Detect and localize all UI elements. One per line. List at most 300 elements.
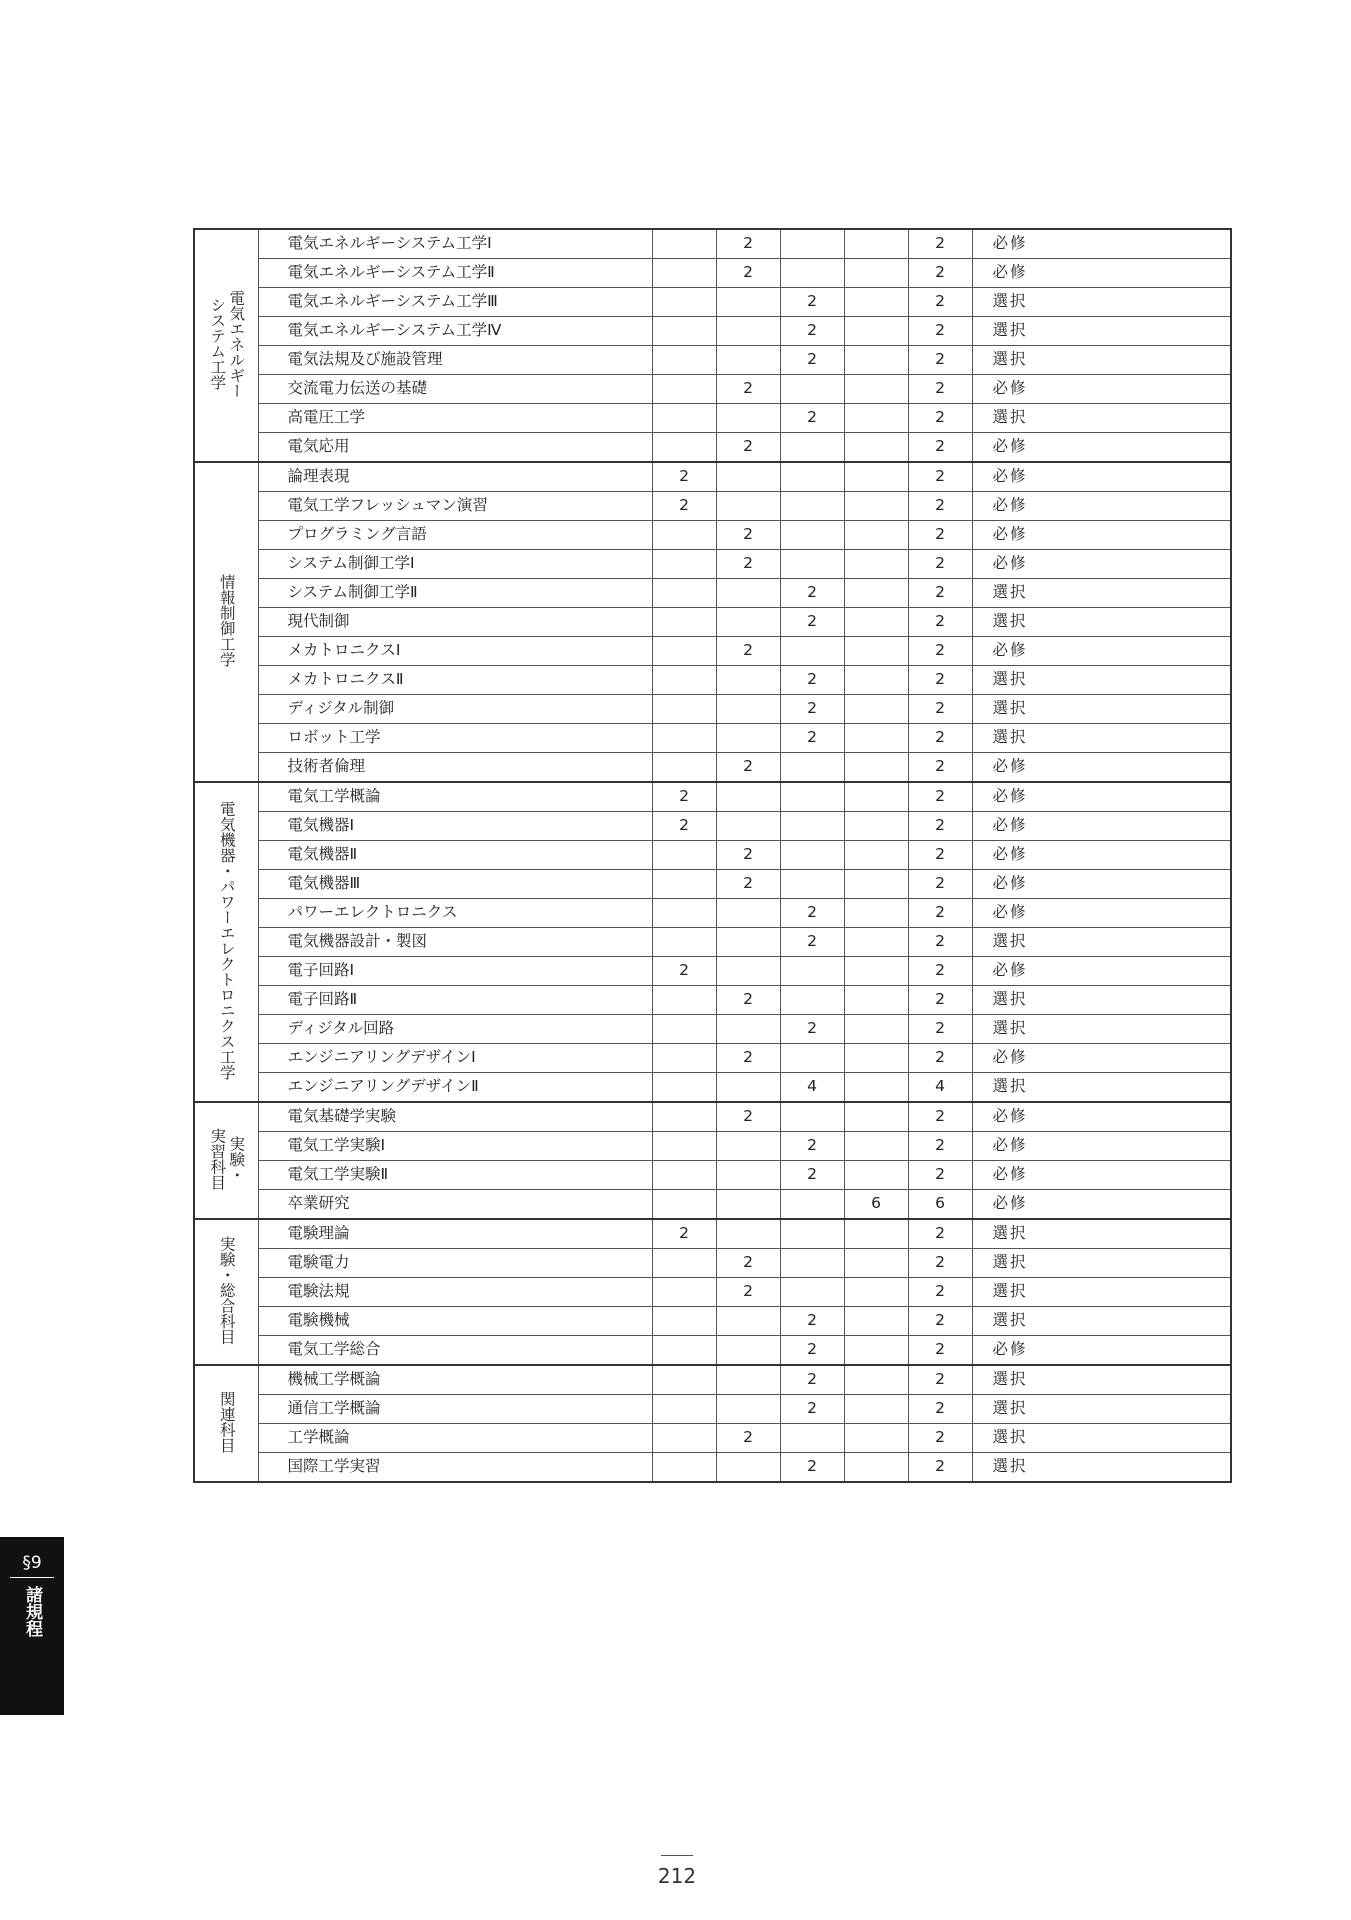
- group-label-line: 実験・: [227, 1135, 246, 1182]
- group-label-line: システム工学: [208, 297, 227, 391]
- group-label-line: 電気機器・パワーエレクトロニクス工学: [217, 800, 236, 1080]
- year-credit-cell: [844, 1365, 908, 1395]
- table-row: [194, 841, 1231, 870]
- year-credit-cell: [844, 637, 908, 666]
- course-name: ロボット工学: [258, 724, 652, 753]
- requirement-type: 必修: [972, 521, 1231, 550]
- year-credit-cell: [716, 1365, 780, 1395]
- table-row: [194, 492, 1231, 521]
- year-credit-cell: 2: [780, 724, 844, 753]
- course-name: 電子回路Ⅱ: [258, 986, 652, 1015]
- year-credit-cell: [844, 1015, 908, 1044]
- credits-cell: 2: [908, 1044, 972, 1073]
- year-credit-cell: [844, 1073, 908, 1103]
- year-credit-cell: [716, 695, 780, 724]
- year-credit-cell: 2: [716, 1102, 780, 1132]
- table-row: [194, 521, 1231, 550]
- course-name: 電気工学実験Ⅱ: [258, 1161, 652, 1190]
- year-credit-cell: [652, 1073, 716, 1103]
- year-credit-cell: [652, 1453, 716, 1483]
- credits-cell: 2: [908, 695, 972, 724]
- credits-cell: 2: [908, 1424, 972, 1453]
- course-name: ディジタル制御: [258, 695, 652, 724]
- table-row: [194, 550, 1231, 579]
- course-name: 電験電力: [258, 1249, 652, 1278]
- year-credit-cell: [652, 550, 716, 579]
- year-credit-cell: [652, 1249, 716, 1278]
- credits-cell: 2: [908, 521, 972, 550]
- requirement-type: 選択: [972, 1307, 1231, 1336]
- course-name: 電気機器Ⅲ: [258, 870, 652, 899]
- course-name: 電気工学総合: [258, 1336, 652, 1366]
- credits-cell: 2: [908, 841, 972, 870]
- year-credit-cell: [844, 550, 908, 579]
- credits-cell: 2: [908, 404, 972, 433]
- table-row: [194, 346, 1231, 375]
- year-credit-cell: 2: [780, 695, 844, 724]
- requirement-type: 必修: [972, 1161, 1231, 1190]
- year-credit-cell: [716, 1219, 780, 1249]
- year-credit-cell: [844, 986, 908, 1015]
- year-credit-cell: [780, 1190, 844, 1220]
- year-credit-cell: 2: [652, 782, 716, 812]
- year-credit-cell: [844, 957, 908, 986]
- course-name: 電気工学フレッシュマン演習: [258, 492, 652, 521]
- table-row: [194, 1219, 1231, 1249]
- course-name: メカトロニクスⅠ: [258, 637, 652, 666]
- course-name: 電気基礎学実験: [258, 1102, 652, 1132]
- year-credit-cell: [780, 1219, 844, 1249]
- year-credit-cell: [716, 579, 780, 608]
- year-credit-cell: 2: [780, 1015, 844, 1044]
- credits-cell: 2: [908, 1336, 972, 1366]
- year-credit-cell: [716, 899, 780, 928]
- year-credit-cell: 2: [780, 899, 844, 928]
- year-credit-cell: [652, 666, 716, 695]
- requirement-type: 選択: [972, 1365, 1231, 1395]
- year-credit-cell: [652, 433, 716, 463]
- year-credit-cell: [844, 346, 908, 375]
- year-credit-cell: [844, 1307, 908, 1336]
- course-name: 機械工学概論: [258, 1365, 652, 1395]
- table-body: [194, 229, 1231, 1482]
- year-credit-cell: 2: [716, 1424, 780, 1453]
- year-credit-cell: [844, 1219, 908, 1249]
- credits-cell: 2: [908, 1161, 972, 1190]
- requirement-type: 必修: [972, 841, 1231, 870]
- table-row: [194, 957, 1231, 986]
- course-name: 国際工学実習: [258, 1453, 652, 1483]
- credits-cell: 2: [908, 1132, 972, 1161]
- year-credit-cell: [652, 1395, 716, 1424]
- year-credit-cell: [716, 346, 780, 375]
- course-name: エンジニアリングデザインⅠ: [258, 1044, 652, 1073]
- group-label-line: 実験・総合科目: [217, 1236, 236, 1345]
- year-credit-cell: [652, 1365, 716, 1395]
- year-credit-cell: [716, 492, 780, 521]
- course-name: 電気エネルギーシステム工学Ⅱ: [258, 259, 652, 288]
- year-credit-cell: [780, 375, 844, 404]
- page-number-rule: [661, 1855, 693, 1856]
- year-credit-cell: [844, 404, 908, 433]
- course-name: エンジニアリングデザインⅡ: [258, 1073, 652, 1103]
- year-credit-cell: [780, 462, 844, 492]
- year-credit-cell: [780, 870, 844, 899]
- group-label-line: 実習科目: [208, 1127, 227, 1190]
- year-credit-cell: [780, 812, 844, 841]
- year-credit-cell: [652, 899, 716, 928]
- course-name: 技術者倫理: [258, 753, 652, 783]
- year-credit-cell: [652, 229, 716, 259]
- year-credit-cell: [844, 317, 908, 346]
- requirement-type: 必修: [972, 870, 1231, 899]
- table-row: [194, 986, 1231, 1015]
- year-credit-cell: [652, 346, 716, 375]
- credits-cell: 2: [908, 608, 972, 637]
- table-row: [194, 462, 1231, 492]
- requirement-type: 選択: [972, 695, 1231, 724]
- requirement-type: 選択: [972, 608, 1231, 637]
- course-name: 高電圧工学: [258, 404, 652, 433]
- year-credit-cell: 2: [780, 666, 844, 695]
- credits-cell: 2: [908, 259, 972, 288]
- year-credit-cell: [716, 404, 780, 433]
- year-credit-cell: [844, 724, 908, 753]
- year-credit-cell: [652, 1161, 716, 1190]
- course-name: 交流電力伝送の基礎: [258, 375, 652, 404]
- year-credit-cell: [844, 492, 908, 521]
- requirement-type: 必修: [972, 637, 1231, 666]
- year-credit-cell: [844, 870, 908, 899]
- course-name: 電気エネルギーシステム工学Ⅳ: [258, 317, 652, 346]
- credits-cell: 2: [908, 812, 972, 841]
- year-credit-cell: [780, 433, 844, 463]
- requirement-type: 必修: [972, 812, 1231, 841]
- table-row: [194, 899, 1231, 928]
- year-credit-cell: 2: [716, 229, 780, 259]
- course-name: 電気機器設計・製図: [258, 928, 652, 957]
- table-row: [194, 812, 1231, 841]
- year-credit-cell: 2: [716, 986, 780, 1015]
- year-credit-cell: 2: [780, 1132, 844, 1161]
- table-row: [194, 782, 1231, 812]
- year-credit-cell: [652, 1132, 716, 1161]
- course-name: 電気工学実験Ⅰ: [258, 1132, 652, 1161]
- year-credit-cell: [716, 724, 780, 753]
- year-credit-cell: [652, 1307, 716, 1336]
- course-name: 通信工学概論: [258, 1395, 652, 1424]
- requirement-type: 必修: [972, 782, 1231, 812]
- year-credit-cell: [780, 841, 844, 870]
- group-label-line: 情報制御工学: [217, 573, 236, 667]
- year-credit-cell: [716, 1395, 780, 1424]
- table-row: [194, 375, 1231, 404]
- year-credit-cell: [716, 288, 780, 317]
- year-credit-cell: 2: [780, 928, 844, 957]
- year-credit-cell: [844, 1278, 908, 1307]
- year-credit-cell: 6: [844, 1190, 908, 1220]
- credits-cell: 2: [908, 346, 972, 375]
- year-credit-cell: [844, 1161, 908, 1190]
- course-name: 電気エネルギーシステム工学Ⅰ: [258, 229, 652, 259]
- year-credit-cell: 2: [780, 1395, 844, 1424]
- year-credit-cell: [652, 288, 716, 317]
- year-credit-cell: [652, 695, 716, 724]
- year-credit-cell: 2: [716, 550, 780, 579]
- year-credit-cell: [844, 1102, 908, 1132]
- year-credit-cell: 2: [780, 404, 844, 433]
- year-credit-cell: [652, 928, 716, 957]
- requirement-type: 選択: [972, 404, 1231, 433]
- credits-cell: 2: [908, 1278, 972, 1307]
- year-credit-cell: 2: [780, 608, 844, 637]
- table-row: [194, 1424, 1231, 1453]
- year-credit-cell: 2: [716, 259, 780, 288]
- table-row: [194, 928, 1231, 957]
- requirement-type: 必修: [972, 1190, 1231, 1220]
- year-credit-cell: [652, 870, 716, 899]
- year-credit-cell: 2: [652, 462, 716, 492]
- year-credit-cell: [716, 666, 780, 695]
- year-credit-cell: 2: [780, 346, 844, 375]
- credits-cell: 2: [908, 1015, 972, 1044]
- course-name: 論理表現: [258, 462, 652, 492]
- credits-cell: 2: [908, 782, 972, 812]
- year-credit-cell: [652, 637, 716, 666]
- year-credit-cell: 2: [716, 637, 780, 666]
- section-tab: [0, 1537, 64, 1715]
- requirement-type: 必修: [972, 1132, 1231, 1161]
- year-credit-cell: [652, 317, 716, 346]
- requirement-type: 必修: [972, 433, 1231, 463]
- credits-cell: 2: [908, 753, 972, 783]
- year-credit-cell: [844, 1132, 908, 1161]
- table-row: [194, 1190, 1231, 1220]
- course-name: 電気機器Ⅱ: [258, 841, 652, 870]
- requirement-type: 選択: [972, 1249, 1231, 1278]
- year-credit-cell: [716, 1307, 780, 1336]
- credits-cell: 2: [908, 637, 972, 666]
- requirement-type: 選択: [972, 1395, 1231, 1424]
- requirement-type: 必修: [972, 462, 1231, 492]
- year-credit-cell: [844, 259, 908, 288]
- credits-cell: 2: [908, 1249, 972, 1278]
- requirement-type: 必修: [972, 492, 1231, 521]
- requirement-type: 選択: [972, 1278, 1231, 1307]
- page-number: 212: [657, 1864, 697, 1888]
- year-credit-cell: 2: [652, 492, 716, 521]
- table-row: [194, 1161, 1231, 1190]
- year-credit-cell: [844, 579, 908, 608]
- year-credit-cell: [780, 1102, 844, 1132]
- year-credit-cell: [716, 1336, 780, 1366]
- course-name: 電気法規及び施設管理: [258, 346, 652, 375]
- year-credit-cell: 2: [716, 753, 780, 783]
- course-name: 電気応用: [258, 433, 652, 463]
- group-label: [194, 782, 258, 1102]
- table-row: [194, 1102, 1231, 1132]
- group-label: [194, 1365, 258, 1482]
- year-credit-cell: [716, 1190, 780, 1220]
- group-label-line: 電気エネルギー: [227, 289, 246, 398]
- requirement-type: 選択: [972, 288, 1231, 317]
- credits-cell: 2: [908, 1219, 972, 1249]
- year-credit-cell: [652, 608, 716, 637]
- course-name: 電気工学概論: [258, 782, 652, 812]
- course-name: システム制御工学Ⅱ: [258, 579, 652, 608]
- year-credit-cell: [652, 724, 716, 753]
- year-credit-cell: [844, 695, 908, 724]
- year-credit-cell: [716, 1453, 780, 1483]
- year-credit-cell: [652, 1102, 716, 1132]
- year-credit-cell: 2: [780, 1307, 844, 1336]
- requirement-type: 選択: [972, 1453, 1231, 1483]
- requirement-type: 選択: [972, 928, 1231, 957]
- year-credit-cell: [716, 812, 780, 841]
- year-credit-cell: 2: [716, 433, 780, 463]
- year-credit-cell: [844, 666, 908, 695]
- requirement-type: 選択: [972, 1015, 1231, 1044]
- table-row: [194, 317, 1231, 346]
- course-name: ディジタル回路: [258, 1015, 652, 1044]
- year-credit-cell: [844, 812, 908, 841]
- table-row: [194, 404, 1231, 433]
- year-credit-cell: [652, 1336, 716, 1366]
- year-credit-cell: 2: [716, 375, 780, 404]
- year-credit-cell: [844, 1424, 908, 1453]
- requirement-type: 必修: [972, 1102, 1231, 1132]
- year-credit-cell: [652, 521, 716, 550]
- credits-cell: 2: [908, 1307, 972, 1336]
- requirement-type: 選択: [972, 986, 1231, 1015]
- table-row: [194, 1073, 1231, 1103]
- year-credit-cell: [780, 492, 844, 521]
- year-credit-cell: [780, 521, 844, 550]
- table-row: [194, 579, 1231, 608]
- table-row: [194, 1453, 1231, 1483]
- table-row: [194, 608, 1231, 637]
- year-credit-cell: [780, 1278, 844, 1307]
- credits-cell: 2: [908, 899, 972, 928]
- year-credit-cell: [652, 1278, 716, 1307]
- year-credit-cell: [844, 1395, 908, 1424]
- year-credit-cell: [780, 259, 844, 288]
- year-credit-cell: 2: [780, 1365, 844, 1395]
- credits-cell: 2: [908, 928, 972, 957]
- year-credit-cell: [652, 753, 716, 783]
- year-credit-cell: [844, 288, 908, 317]
- credits-cell: 2: [908, 288, 972, 317]
- year-credit-cell: [844, 433, 908, 463]
- table-row: [194, 666, 1231, 695]
- course-name: パワーエレクトロニクス: [258, 899, 652, 928]
- table-row: [194, 1132, 1231, 1161]
- credits-cell: 2: [908, 462, 972, 492]
- year-credit-cell: [844, 1249, 908, 1278]
- year-credit-cell: [844, 1044, 908, 1073]
- year-credit-cell: [716, 957, 780, 986]
- year-credit-cell: [844, 608, 908, 637]
- requirement-type: 選択: [972, 1424, 1231, 1453]
- table-row: [194, 1249, 1231, 1278]
- year-credit-cell: 2: [652, 957, 716, 986]
- year-credit-cell: 2: [780, 288, 844, 317]
- year-credit-cell: [844, 928, 908, 957]
- year-credit-cell: [716, 1161, 780, 1190]
- requirement-type: 選択: [972, 1219, 1231, 1249]
- requirement-type: 選択: [972, 1073, 1231, 1103]
- year-credit-cell: [844, 841, 908, 870]
- requirement-type: 選択: [972, 579, 1231, 608]
- credits-cell: 2: [908, 550, 972, 579]
- year-credit-cell: [716, 928, 780, 957]
- year-credit-cell: [780, 1249, 844, 1278]
- credits-cell: 2: [908, 870, 972, 899]
- year-credit-cell: [780, 782, 844, 812]
- year-credit-cell: 2: [652, 812, 716, 841]
- credits-cell: 2: [908, 375, 972, 404]
- section-title: 諸規程: [22, 1586, 42, 1637]
- credits-cell: 2: [908, 666, 972, 695]
- year-credit-cell: 2: [716, 1278, 780, 1307]
- year-credit-cell: [844, 521, 908, 550]
- course-name: 卒業研究: [258, 1190, 652, 1220]
- requirement-type: 必修: [972, 753, 1231, 783]
- course-name: プログラミング言語: [258, 521, 652, 550]
- credits-cell: 2: [908, 1395, 972, 1424]
- year-credit-cell: [780, 957, 844, 986]
- requirement-type: 必修: [972, 957, 1231, 986]
- requirement-type: 必修: [972, 229, 1231, 259]
- course-name: 電気エネルギーシステム工学Ⅲ: [258, 288, 652, 317]
- year-credit-cell: 2: [716, 1044, 780, 1073]
- group-label-line: 関連科目: [217, 1390, 236, 1453]
- table-row: [194, 433, 1231, 463]
- requirement-type: 選択: [972, 666, 1231, 695]
- group-label: [194, 462, 258, 782]
- year-credit-cell: 2: [780, 317, 844, 346]
- year-credit-cell: 2: [716, 521, 780, 550]
- year-credit-cell: [844, 753, 908, 783]
- year-credit-cell: 2: [716, 1249, 780, 1278]
- table-row: [194, 870, 1231, 899]
- table-row: [194, 695, 1231, 724]
- year-credit-cell: 2: [652, 1219, 716, 1249]
- table-row: [194, 637, 1231, 666]
- year-credit-cell: [652, 1424, 716, 1453]
- year-credit-cell: [716, 317, 780, 346]
- year-credit-cell: [652, 1015, 716, 1044]
- year-credit-cell: [716, 1015, 780, 1044]
- credits-cell: 2: [908, 229, 972, 259]
- group-label: [194, 1102, 258, 1219]
- year-credit-cell: [716, 1073, 780, 1103]
- credits-cell: 2: [908, 433, 972, 463]
- year-credit-cell: 2: [780, 579, 844, 608]
- year-credit-cell: [652, 841, 716, 870]
- table-row: [194, 1336, 1231, 1366]
- year-credit-cell: [780, 550, 844, 579]
- table-row: [194, 1044, 1231, 1073]
- requirement-type: 必修: [972, 550, 1231, 579]
- requirement-type: 必修: [972, 375, 1231, 404]
- year-credit-cell: [844, 899, 908, 928]
- course-name: 電験機械: [258, 1307, 652, 1336]
- requirement-type: 選択: [972, 724, 1231, 753]
- credits-cell: 2: [908, 986, 972, 1015]
- year-credit-cell: [780, 1044, 844, 1073]
- year-credit-cell: [780, 1424, 844, 1453]
